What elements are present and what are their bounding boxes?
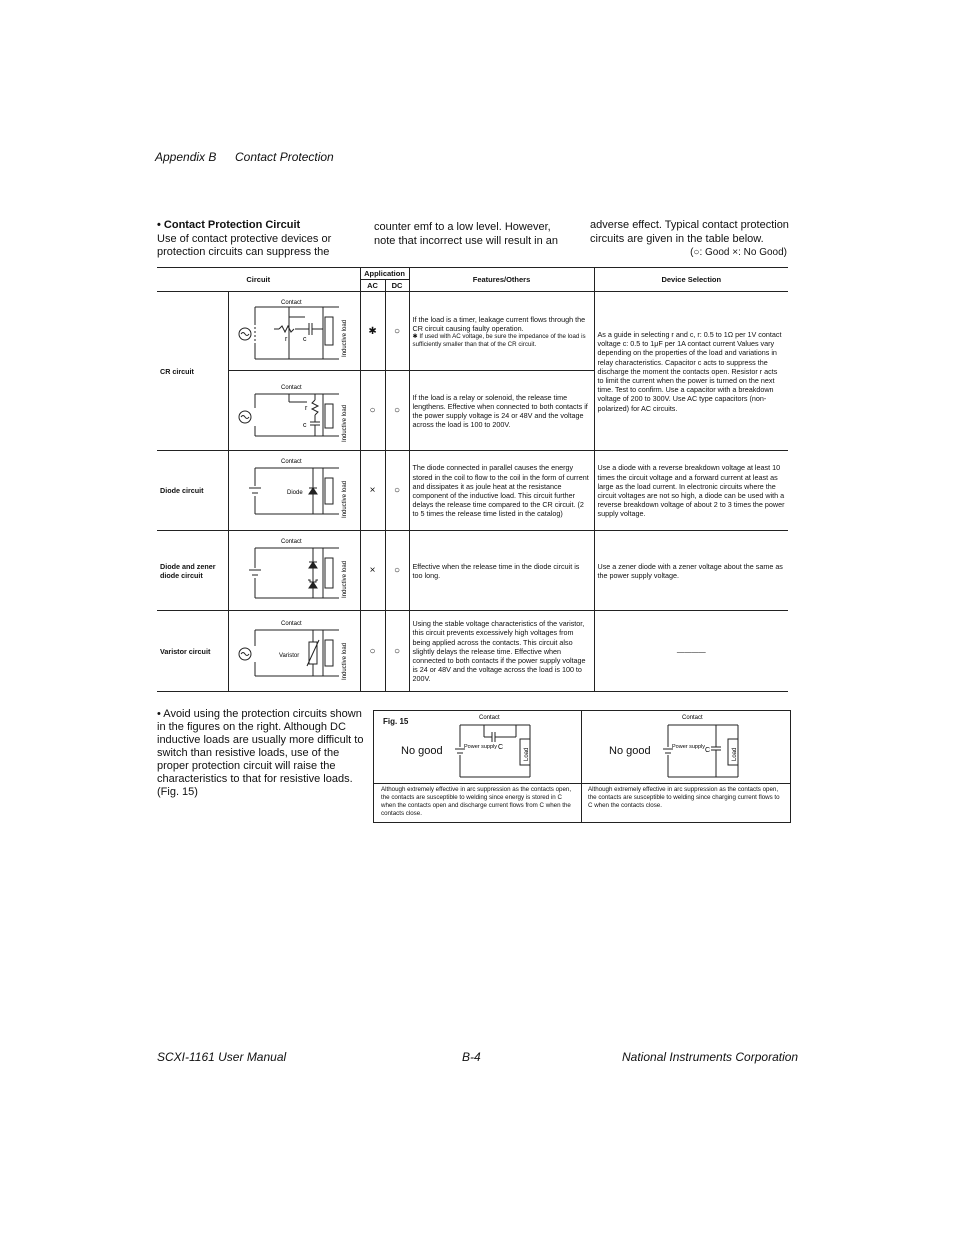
contact-protection-table	[157, 267, 788, 692]
fig-label-load: Load	[732, 747, 738, 761]
header-application: Application	[360, 268, 409, 280]
varistor-circuit-diagram	[228, 611, 360, 692]
header-ac: AC	[360, 280, 385, 292]
label-diode: Diode	[286, 489, 303, 496]
intro-col1-line: protection circuits can suppress the	[157, 246, 330, 258]
label-r: r	[304, 404, 307, 412]
diode-device: Use a diode with a reverse breakdown voltage at least 10 times the circuit voltage and a forward current at least as large as the load current. In electronic circuits where the circuit voltages are not so high, a diode can be used with a reverse breakdown voltage of about 2 to 3 times the power supply voltage.	[594, 451, 788, 531]
fig-label-c: C	[705, 747, 711, 754]
zener-circuit-diagram	[228, 531, 360, 611]
cr-device: As a guide in selecting r and c, r: 0.5 to 1Ω per 1V contact voltage c: 0.5 to 1μF per 1A contact current Values vary depending on the properties of the load and variations in relay characteristics. Capacitor c acts to suppress the discharge the moment the contacts open. Resistor r acts to limit the current when the power is turned on the next time. Test to confirm. Use a capacitor with a breakdown voltage of 200 to 300V. Use AC type capacitors (non-polarized) for AC circuits.	[594, 292, 788, 451]
label-contact: Contact	[280, 384, 302, 391]
fig-label-contact: Contact	[682, 715, 703, 721]
label-inductive-load: Inductive load	[341, 642, 348, 680]
header-circuit: Circuit	[157, 268, 360, 292]
intro-col2	[374, 221, 584, 248]
label-inductive-load: Inductive load	[341, 404, 348, 442]
label-contact: Contact	[280, 538, 302, 545]
intro-col2-line: note that incorrect use will result in an	[374, 234, 559, 247]
fig-note-right: Although extremely effective in arc suppression as the contacts open, the contacts are susceptible to welding since charging current flows to C when the contacts close.	[588, 786, 780, 809]
intro-col3	[590, 219, 795, 260]
label-r: r	[284, 335, 287, 343]
varistor-dc: ○	[385, 611, 409, 692]
label-contact: Contact	[280, 620, 302, 627]
header-device: Device Selection	[594, 268, 788, 292]
intro-col2-line: counter emf to a low level. However,	[374, 221, 551, 233]
row-name-varistor: Varistor circuit	[157, 611, 228, 692]
cr2-ac: ○	[360, 371, 385, 451]
intro-heading: • Contact Protection Circuit	[157, 219, 301, 231]
row-name-cr: CR circuit	[157, 292, 228, 451]
fig-label-power-supply: Power supply	[464, 744, 498, 750]
cr2-dc: ○	[385, 371, 409, 451]
zener-ac: ×	[360, 531, 385, 611]
footer-page-number: B-4	[462, 1050, 481, 1064]
fig-note-left: Although extremely effective in arc suppression as the contacts open, the contacts are susceptible to welding since energy is stored in C when the contacts open and discharge current flows from C when the contacts close.	[381, 786, 572, 817]
label-contact: Contact	[280, 299, 302, 306]
fig-right-diagram	[662, 711, 772, 783]
varistor-ac: ○	[360, 611, 385, 692]
diode-ac: ×	[360, 451, 385, 531]
varistor-device: ————	[594, 611, 788, 692]
cr1-features	[409, 292, 594, 371]
fig-label-contact: Contact	[479, 715, 500, 721]
figure-15	[373, 710, 791, 823]
footer-right: National Instruments Corporation	[622, 1050, 799, 1064]
fig-label-c: C	[498, 744, 504, 751]
intro-col1	[157, 219, 362, 260]
legend: (○: Good ×: No Good)	[690, 247, 787, 258]
header-section: Appendix B	[155, 150, 217, 164]
header-title: Contact Protection	[235, 150, 334, 164]
no-good-left: No good	[401, 745, 443, 757]
label-c: c	[302, 335, 306, 343]
cr1-ac: ✱	[360, 292, 385, 371]
intro-col3-line: circuits are given in the table below.	[590, 232, 764, 245]
intro-col1-line: Use of contact protective devices or	[157, 232, 332, 245]
row-name-zener: Diode and zener diode circuit	[157, 531, 228, 611]
cr1-features-text: If the load is a timer, leakage current flows through the CR circuit causing faulty operation.	[412, 314, 586, 333]
label-varistor: Varistor	[278, 652, 299, 659]
label-inductive-load: Inductive load	[341, 560, 348, 598]
varistor-features: Using the stable voltage characteristics of the varistor, this circuit prevents excessively high voltages from being applied across the contacts. This circuit also slightly delays the release time. Effective when connected to both contacts if the power supply voltage is 24 or 48V and the voltage across the load is 100 to 200V.	[409, 611, 594, 692]
header-features: Features/Others	[409, 268, 594, 292]
fig-label-power-supply: Power supply	[672, 744, 706, 750]
footer-left: SCXI-1161 User Manual	[157, 1050, 287, 1064]
no-good-right: No good	[609, 745, 651, 757]
cr1-features-note: ✱ If used with AC voltage, be sure the impedance of the load is sufficiently smaller than that of the CR circuit.	[412, 333, 586, 348]
zener-features: Effective when the release time in the diode circuit is too long.	[409, 531, 594, 611]
diode-dc: ○	[385, 451, 409, 531]
header-dc: DC	[385, 280, 409, 292]
label-c: c	[302, 421, 306, 429]
cr-circuit-diagram-1	[228, 292, 360, 371]
cr1-dc: ○	[385, 292, 409, 371]
label-inductive-load: Inductive load	[341, 480, 348, 518]
zener-dc: ○	[385, 531, 409, 611]
intro-col3-line: adverse effect. Typical contact protection	[590, 219, 789, 231]
figure-separator	[581, 711, 582, 822]
label-contact: Contact	[280, 458, 302, 465]
figure-title: Fig. 15	[383, 717, 409, 726]
fig-label-load: Load	[524, 747, 530, 761]
avoid-note: • Avoid using the protection circuits shown in the figures on the right. Although DC inductive loads are usually more difficult to switch than resistive loads, use of the proper protection circuit will raise the characteristics to that for resistive loads. (Fig. 15)	[157, 708, 364, 798]
figure-divider	[374, 783, 790, 784]
diode-circuit-diagram	[228, 451, 360, 531]
zener-device: Use a zener diode with a zener voltage about the same as the power supply voltage.	[594, 531, 788, 611]
fig-left-diagram	[454, 711, 564, 783]
label-inductive-load: Inductive load	[341, 319, 348, 357]
cr-circuit-diagram-2	[228, 371, 360, 451]
diode-features: The diode connected in parallel causes the energy stored in the coil to flow to the coil in the form of current and dissipates it as joule heat at the resistance component of the inductive load. This circuit further delays the release time compared to the CR circuit. (2 to 5 times the release time listed in the catalog)	[409, 451, 594, 531]
cr2-features: If the load is a relay or solenoid, the release time lengthens. Effective when connected to both contacts if the power supply voltage is 24 or 48V and the voltage across the load is 100 to 200V.	[409, 371, 594, 451]
row-name-diode: Diode circuit	[157, 451, 228, 531]
